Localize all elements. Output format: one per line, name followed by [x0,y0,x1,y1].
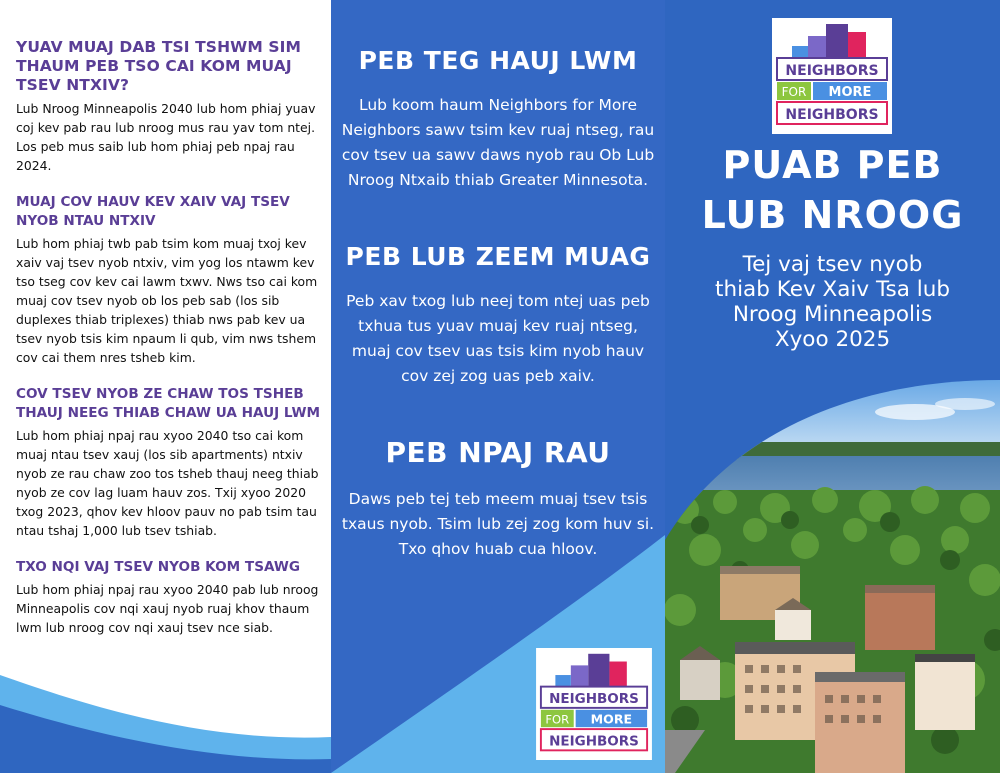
cover-subtitle-line1: Tej vaj tsev nyob [742,252,923,277]
logo-large-for: FOR [781,85,807,99]
goals-block [331,436,665,562]
section-body-lower-costs: Lub hom phiaj npaj rau xyoo 2040 pab lub nroog Minneapolis cov nqi xauj nyob ruaj khov thaum lwm lub nroog cov nqi xauj tsev nce siab. [16,582,319,635]
logo-small-for: FOR [545,712,570,727]
goals-heading: PEB NPAJ RAU [385,436,611,469]
vision-heading: PEB LUB ZEEM MUAG [345,242,651,271]
logo-small [535,648,653,760]
left-panel [0,0,331,773]
cover-subtitle-line4: Xyoo 2025 [774,327,891,352]
logo-large-line3: NEIGHBORS [785,107,879,123]
section-body-permits: Lub Nroog Minneapolis 2040 lub hom phiaj yuav coj kev pab rau lub nroog mus rau yav tom ntej. Los peb mus saib lub hom phiaj peb npaj rau 2024. [16,101,316,173]
section-title-permits: YUAV MUAJ DAB TSI TSHWM SIM THAUM PEB TSO CAI KOM MUAJ TSEV NTXIV? [16,38,302,94]
section-title-lower-costs: TXO NQI VAJ TSEV NYOB KOM TSAWG [16,559,301,575]
left-content [16,38,321,655]
vision-block [331,242,665,389]
goals-body: Daws peb tej teb meem muaj tsev tsis txaus nyob. Tsim lub zej zog kom huv si. Txo qhov huab cua hloov. [341,490,655,558]
city-aerial-photo [665,380,1000,773]
cover-subtitle-line3: Nroog Minneapolis [732,302,933,327]
section-title-housing-options: MUAJ COV HAUV KEV XAIV VAJ TSEV NYOB NTAU NTXIV [16,194,290,229]
section-title-transit-housing: COV TSEV NYOB ZE CHAW TOS TSHEB THAUJ NEEG THIAB CHAW UA HAUJ LWM [16,386,321,421]
cover-title-line1: PUAB PEB [722,143,943,187]
section-body-housing-options: Lub hom phiaj twb pab tsim kom muaj txoj kev xaiv vaj tsev nyob ntxiv, vim yog los ntawm kev tso tseg cov kev cai lawm txwv. Nws tso cai kom muaj cov tsev nyob ob los peb sab (los sib duplexes thiab triplexes) thiab nws pab kev ua tsev nyob tsis kim npaum li qub, vim nws tshem cov cai them nres tsheb kim. [16,236,318,365]
logo-small-more: MORE [590,711,633,727]
logo-small-line1: NEIGHBORS [549,691,639,708]
left-wave-decoration [0,663,331,773]
logo-small-line3: NEIGHBORS [549,733,639,750]
vision-body: Peb xav txog lub neej tom ntej uas peb txhua tus yuav muaj kev ruaj ntseg, muaj cov tsev uas tsis kim nyob hauv cov zej zog uas peb xaiv. [346,292,650,385]
cover-title-line2: LUB NROOG [701,193,964,237]
logo-large-more: MORE [828,85,872,100]
mission-block [331,46,665,193]
section-body-transit-housing: Lub hom phiaj npaj rau xyoo 2040 tso cai kom muaj ntau tsev xauj (los sib apartments) ntxiv nyob ze rau chaw zoo tos tsheb thauj neeg thiab nyob ze cov lag luam hauv zos. Txij xyoo 2020 txog 2023, qhov kev hloov pauv no pab tsim tau ntau tshaj 1,000 lub tsev tshiab. [16,428,319,538]
cover-subtitle-line2: thiab Kev Xaiv Tsa lub [715,277,950,302]
mission-heading: PEB TEG HAUJ LWM [358,46,638,75]
mission-body: Lub koom haum Neighbors for More Neighbors sawv tsim kev ruaj ntseg, rau cov tsev ua sawv daws nyob rau Ob Lub Nroog Ntxaib thiab Greater Minnesota. [341,96,655,189]
cover-title [665,140,1000,240]
logo-large-line1: NEIGHBORS [785,63,879,79]
logo-large [772,18,892,134]
cover-subtitle [665,252,1000,352]
